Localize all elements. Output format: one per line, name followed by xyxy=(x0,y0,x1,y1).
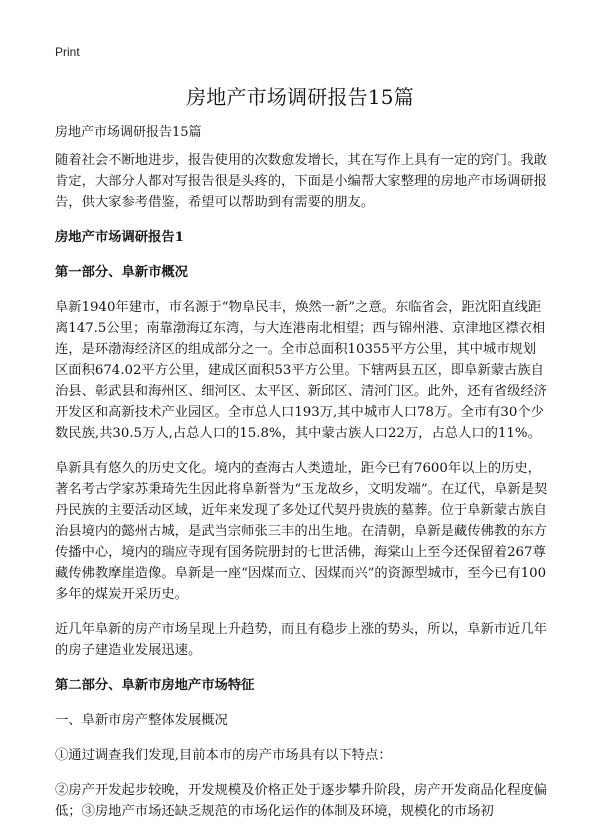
document-body xyxy=(55,150,548,822)
list-item-1: ①通过调查我们发现,目前本市的房产市场具有以下特点： xyxy=(55,748,392,763)
list-item-2: ②房产开发起步较晚，开发规模及价格正处于逐步攀升阶段，房产开发商品化程度偏低；③房地产市场还缺乏规范的市场化运作的体制及环境，规模化的市场初 xyxy=(55,783,547,819)
page-title: 房地产市场调研报告15篇 xyxy=(186,85,414,109)
print-link[interactable]: Print xyxy=(55,45,80,59)
section-heading-1: 一、阜新市房产整体发展概况 xyxy=(55,713,228,728)
paragraph-market-trend: 近几年阜新的房产市场呈现上升趋势，而且有稳步上涨的势头，所以，阜新市近几年的房子建造业发展迅速。 xyxy=(55,622,547,658)
part2-heading: 第二部分、阜新市房地产市场特征 xyxy=(55,678,255,693)
report-heading: 房地产市场调研报告1 xyxy=(55,230,184,245)
part1-heading: 第一部分、阜新市概况 xyxy=(55,265,188,280)
paragraph-history: 阜新具有悠久的历史文化。境内的查海古人类遗址，距今已有7600年以上的历史，著名考古学家苏秉琦先生因此将阜新誉为“玉龙故乡，文明发端”。在辽代，阜新是契丹民族的主要活动区域，近年来发现了多处辽代契丹贵族的墓葬。位于阜新蒙古族自治县境内的懿州古城，是武当宗师张三丰的出生地。在清朝，阜新是藏传佛教的东方传播中心，境内的瑞应寺现有国务院册封的七世活佛，海棠山上至今还保留着267尊藏传佛教摩崖造像。阜新是一座“因煤而立、因煤而兴”的资源型城市，至今已有100多年的煤炭开采历史。 xyxy=(55,461,548,602)
document-subtitle: 房地产市场调研报告15篇 xyxy=(55,125,202,140)
intro-paragraph: 随着社会不断地进步，报告使用的次数愈发增长，其在写作上具有一定的窍门。我敢肯定，大部分人都对写报告很是头疼的，下面是小编帮大家整理的房地产市场调研报告，供大家参考借鉴，希望可以帮助到有需要的朋友。 xyxy=(55,153,547,210)
paragraph-overview: 阜新1940年建市，市名源于“物阜民丰，焕然一新”之意。东临省会，距沈阳直线距离147.5公里；南靠渤海辽东湾，与大连港南北相望；西与锦州港、京津地区襟衣相连，是环渤海经济区的组成部分之一。全市总面积10355平方公里，其中城市规划区面积674.02平方公里，建成区面积53平方公里。下辖两县五区，即阜新蒙古族自治县、彰武县和海州区、细河区、太平区、新邱区、清河门区。此外，还有省级经济开发区和高新技术产业园区。全市总人口193万,其中城市人口78万。全市有30个少数民族,共30.5万人,占总人口的15.8%，其中蒙古族人口22万，占总人口的11%。 xyxy=(55,300,547,441)
